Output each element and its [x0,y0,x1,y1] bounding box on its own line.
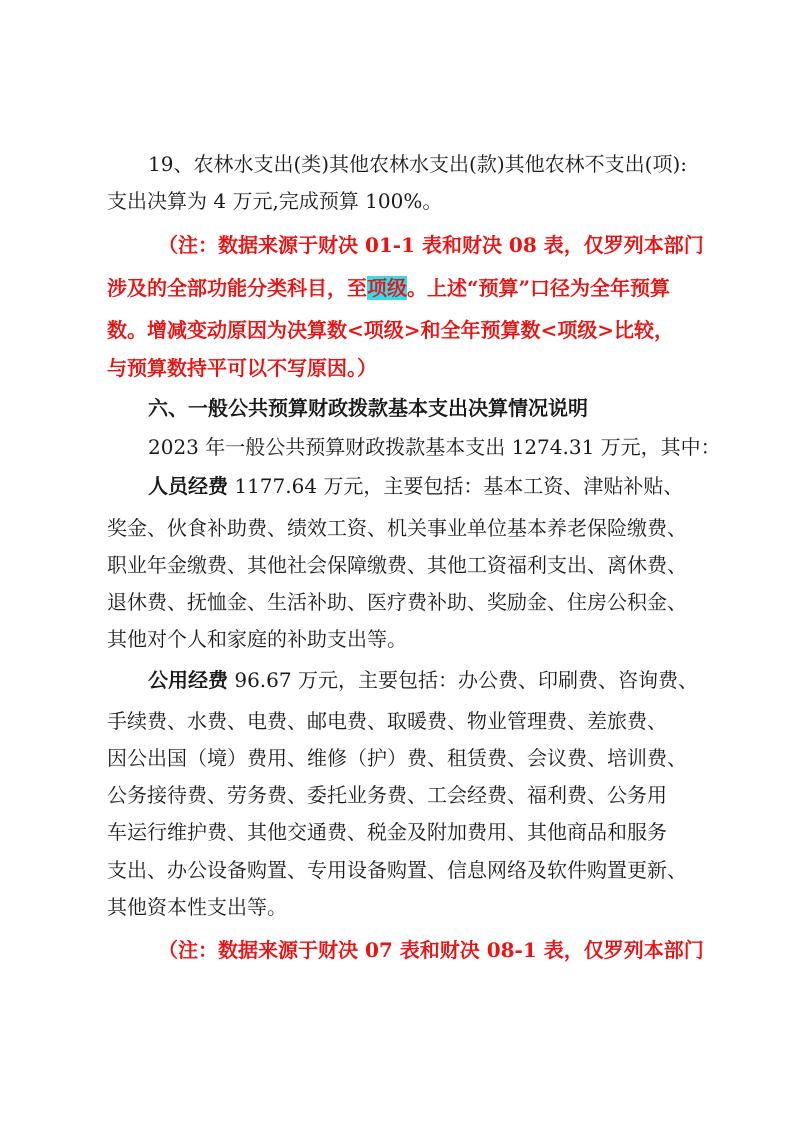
personnel-line-3: 职业年金缴费、其他社会保障缴费、其他工资福利支出、离休费、 [107,553,687,577]
public-line-7: 其他资本性支出等。 [107,895,287,919]
note-1-line-2 [107,274,670,304]
note-1-line-3: 数。增减变动原因为决算数<项级>和全年预算数<项级>比较， [107,318,675,342]
public-line-6: 支出、办公设备购置、专用设备购置、信息网络及软件购置更新、 [107,858,687,882]
note-1-line-2-a: 涉及的全部功能分类科目，至 [107,276,367,300]
note-1-line-4: 与预算数持平可以不写原因。） [107,356,377,380]
public-line-1 [148,666,698,696]
section-6-heading: 六、一般公共预算财政拨款基本支出决算情况说明 [148,396,588,420]
public-line-1-text: 96.67 万元，主要包括：办公费、印刷费、咨询费、 [228,668,698,692]
personnel-line-1-text: 1177.64 万元，主要包括：基本工资、津贴补贴、 [228,474,684,498]
public-line-4: 公务接待费、劳务费、委托业务费、工会经费、福利费、公务用 [107,783,667,807]
item-19-line-2: 支出决算为 4 万元,完成预算 100%。 [107,189,443,213]
item-19-line-1: 19、农林水支出(类)其他农林水支出(款)其他农林不支出(项): [148,152,688,176]
note-1-line-2-b: 。上述“预算”口径为全年预算 [407,276,671,300]
public-line-3: 因公出国（境）费用、维修（护）费、租赁费、会议费、培训费、 [107,746,687,770]
personnel-line-2: 奖金、伙食补助费、绩效工资、机关事业单位基本养老保险缴费、 [107,516,687,540]
public-line-2: 手续费、水费、电费、邮电费、取暖费、物业管理费、差旅费、 [107,709,667,733]
note-2-line-1: （注：数据来源于财决 07 表和财决 08-1 表，仅罗列本部门 [158,938,704,962]
personnel-label: 人员经费 [148,474,228,498]
public-line-5: 车运行维护费、其他交通费、税金及附加费用、其他商品和服务 [107,820,667,844]
public-label: 公用经费 [148,668,228,692]
personnel-line-1 [148,472,683,502]
personnel-line-5: 其他对个人和家庭的补助支出等。 [107,627,407,651]
section-6-summary: 2023 年一般公共预算财政拨款基本支出 1274.31 万元，其中： [148,435,721,459]
note-1-line-1: （注：数据来源于财决 01-1 表和财决 08 表，仅罗列本部门 [158,233,704,257]
highlighted-term: 项级 [367,276,407,300]
personnel-line-4: 退休费、抚恤金、生活补助、医疗费补助、奖励金、住房公积金、 [107,590,687,614]
